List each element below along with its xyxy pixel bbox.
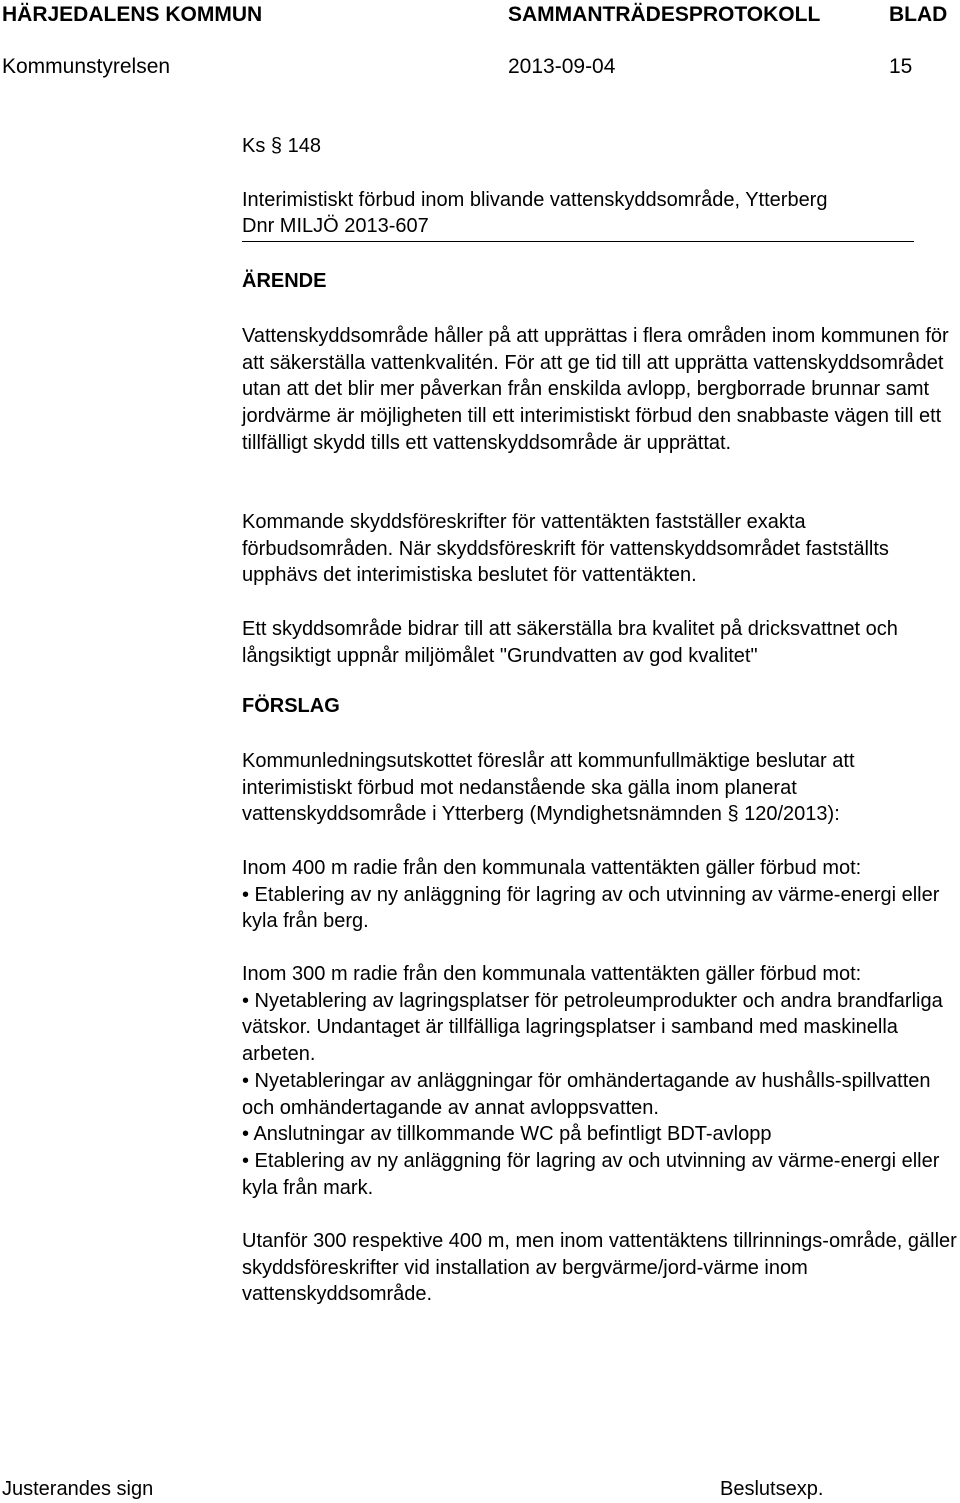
title-underline [242, 241, 914, 242]
zone-300-block [242, 961, 960, 1201]
item-title: Interimistiskt förbud inom blivande vattenskyddsområde, Ytterberg [242, 189, 828, 211]
doc-type: SAMMANTRÄDESPROTOKOLL [508, 3, 821, 26]
zone-300-lead: Inom 300 m radie från den kommunala vattentäkten gäller förbud mot: [242, 963, 862, 985]
arende-paragraph-2 [242, 509, 960, 589]
footer-sign: Justerandes sign [2, 1478, 154, 1500]
arende-paragraph-1 [242, 323, 960, 457]
zone-400-lead: Inom 400 m radie från den kommunala vattentäkten gäller förbud mot: [242, 857, 862, 879]
arende-p1-text: Vattenskyddsområde håller på att upprättas i flera områden inom kommunen för att säkerställa vattenkvalitén. För att ge tid till att upprätta vattenskyddsområdet utan att det blir mer påverkan från enskilda avlopp, bergborrade brunnar samt jordvärme är möjligheten till ett interimistiskt förbud den snabbaste vägen till ett tillfälligt skydd tills ett vattenskyddsområde är upprättat. [242, 325, 949, 454]
zone-300-bullet: • Nyetableringar av anläggningar för omhändertagande av hushålls-spillvatten och omhändertagande av annat avloppsvatten. [242, 1069, 931, 1119]
zone-400-block [242, 855, 960, 935]
outside-zone-paragraph [242, 1228, 960, 1308]
page-number: 15 [889, 55, 913, 78]
meeting-date: 2013-09-04 [508, 55, 616, 78]
arende-paragraph-3 [242, 616, 960, 669]
zone-400-bullet: • Etablering av ny anläggning för lagring av och utvinning av värme-energi eller kyla från berg. [242, 883, 940, 933]
zone-300-bullet: • Anslutningar av tillkommande WC på befintligt BDT-avlopp [242, 1123, 772, 1146]
paragraph-number: Ks § 148 [242, 135, 321, 157]
page-label: BLAD [889, 3, 948, 26]
zone-300-bullet: • Nyetablering av lagringsplatser för petroleumprodukter och andra brandfarliga vätskor. Undantaget är tillfälliga lagringsplatser i samband med maskinella arbeten. [242, 989, 943, 1066]
forslag-heading: FÖRSLAG [242, 695, 340, 717]
zone-300-bullet: • Etablering av ny anläggning för lagring av och utvinning av värme-energi eller kyla från mark. [242, 1149, 940, 1199]
arende-p2-text: Kommande skyddsföreskrifter för vattentäkten fastställer exakta förbudsområden. När skyddsföreskrift för vattenskyddsområdet fastställts upphävs det interimistiska beslutet för vattentäkten. [242, 511, 889, 587]
forslag-intro-text: Kommunledningsutskottet föreslår att kommunfullmäktige beslutar att interimistiskt förbud mot nedanstående ska gälla inom planerat vattenskyddsområde i Ytterberg (Myndighetsnämnden § 120/2013): [242, 750, 855, 826]
arende-p3-text: Ett skyddsområde bidrar till att säkerställa bra kvalitet på dricksvattnet och långsiktigt uppnår miljömålet "Grundvatten av god kvalitet" [242, 618, 898, 667]
forslag-intro [242, 748, 960, 828]
footer-excerpt: Beslutsexp. [720, 1478, 824, 1500]
outside-zone-text: Utanför 300 respektive 400 m, men inom vattentäktens tillrinnings-område, gäller skyddsföreskrifter vid installation av bergvärme/jord-värme inom vattenskyddsområde. [242, 1230, 957, 1306]
dnr: Dnr MILJÖ 2013-607 [242, 215, 429, 237]
org-name: HÄRJEDALENS KOMMUN [2, 3, 263, 26]
committee-name: Kommunstyrelsen [2, 55, 171, 78]
arende-heading: ÄRENDE [242, 270, 327, 292]
